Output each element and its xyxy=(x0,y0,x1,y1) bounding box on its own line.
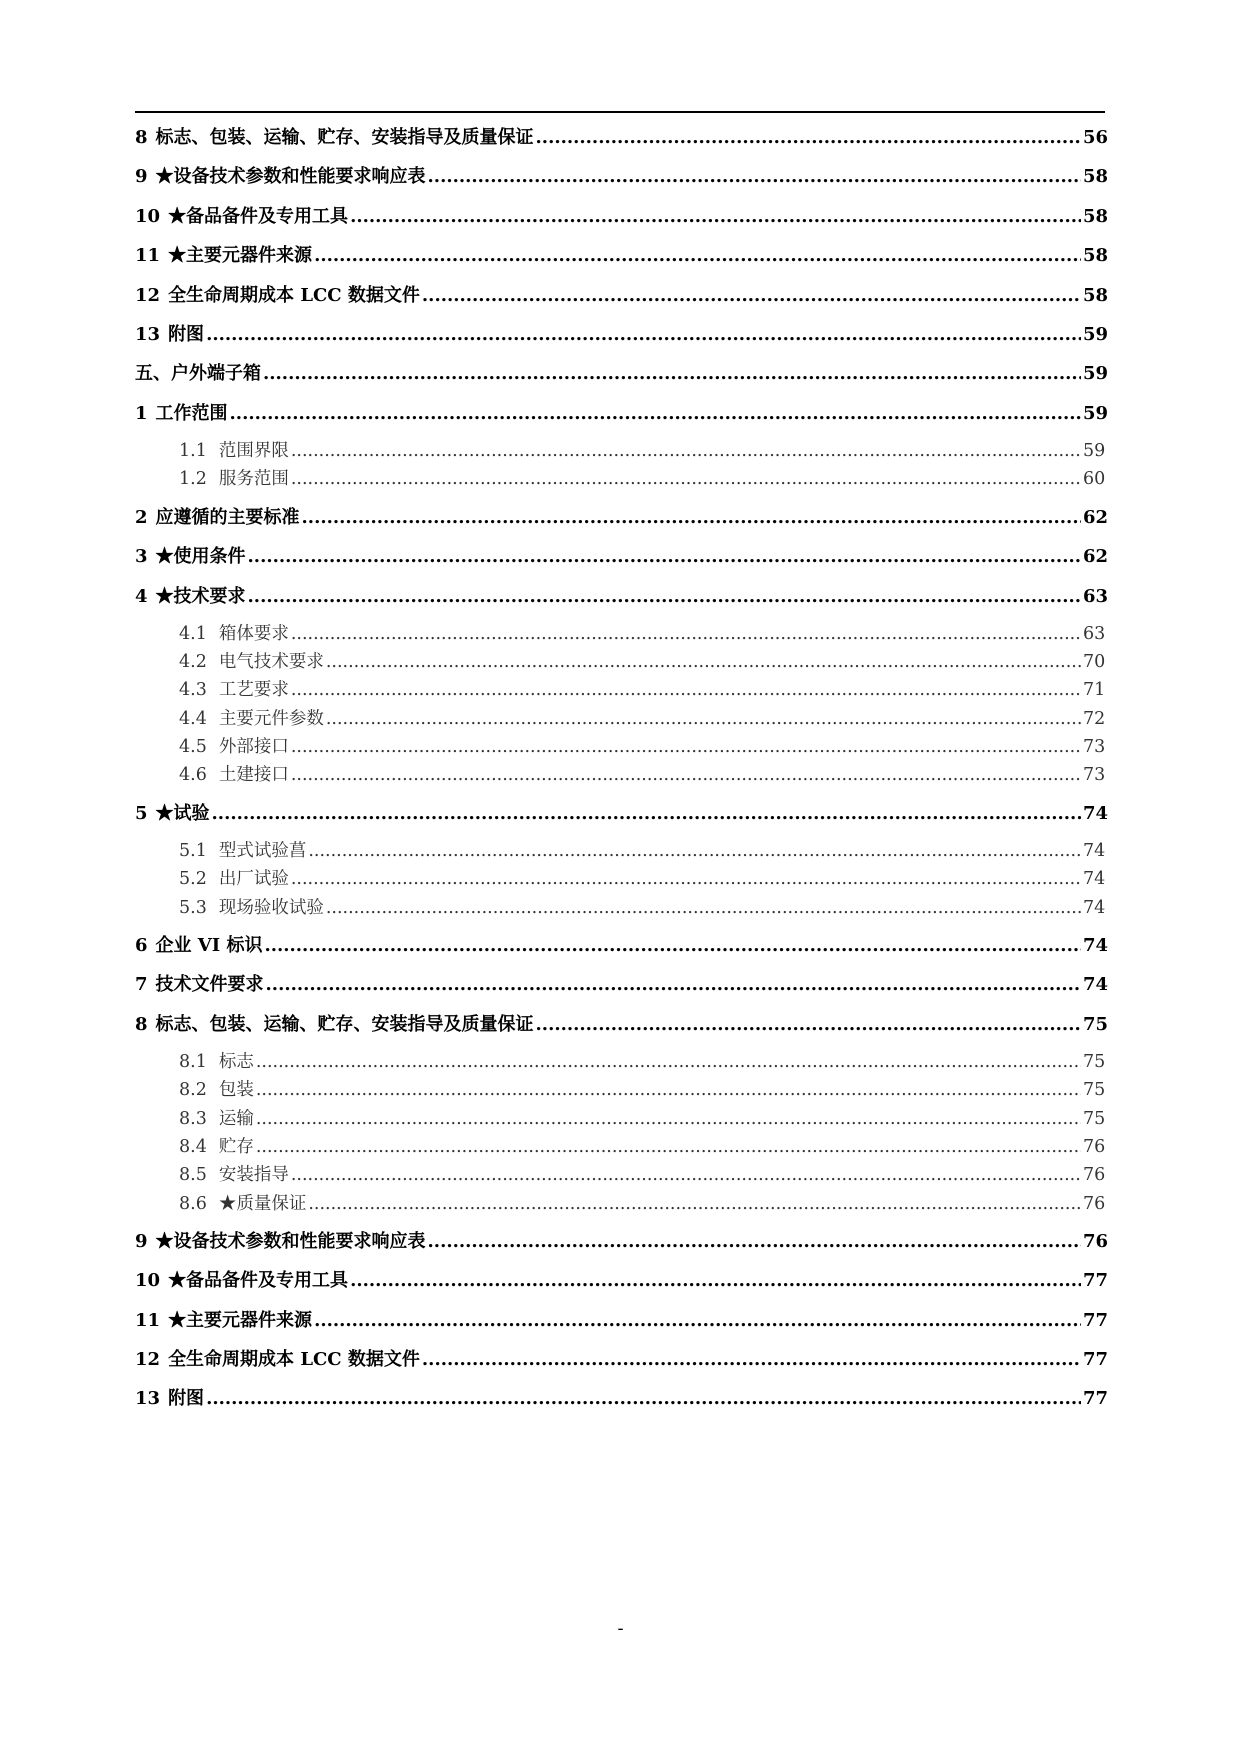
toc-entry-page-number: 77 xyxy=(1083,1309,1109,1331)
toc-entry-page-number: 77 xyxy=(1083,1349,1109,1371)
toc-entry-title: 运输 xyxy=(218,1108,254,1129)
toc-entry-title: 企业 VI 标识 xyxy=(155,934,263,956)
toc-entry-page-number: 59 xyxy=(1083,323,1109,345)
toc-entry[interactable] xyxy=(135,276,1109,315)
toc-entry-page-number: 76 xyxy=(1083,1137,1106,1158)
toc-entry[interactable] xyxy=(135,157,1109,196)
toc-entry-title: 现场验收试验 xyxy=(218,897,324,918)
toc-entry[interactable] xyxy=(135,394,1109,433)
toc-dot-leader xyxy=(326,705,1081,733)
toc-entry-page-number: 73 xyxy=(1083,737,1106,758)
toc-entry-number: 9 xyxy=(135,1230,148,1252)
toc-dot-leader xyxy=(212,794,1081,833)
toc-entry[interactable] xyxy=(135,1133,1105,1161)
toc-entry-page-number: 75 xyxy=(1083,1013,1109,1035)
toc-entry-title: ★试验 xyxy=(155,802,210,824)
toc-entry-title: 安装指导 xyxy=(218,1165,289,1186)
toc-entry-page-number: 70 xyxy=(1083,652,1106,673)
toc-entry-title: ★设备技术参数和性能要求响应表 xyxy=(155,1230,426,1252)
toc-dot-leader xyxy=(326,648,1081,676)
toc-entry-title: ★备品备件及专用工具 xyxy=(168,1270,349,1292)
toc-dot-leader xyxy=(256,1048,1081,1076)
toc-entry-title: 型式试验菖 xyxy=(218,841,307,862)
toc-entry-page-number: 75 xyxy=(1083,1108,1106,1129)
toc-entry[interactable] xyxy=(135,837,1105,865)
toc-entry-page-number: 63 xyxy=(1083,623,1106,644)
toc-entry-title: 工作范围 xyxy=(155,402,228,424)
toc-entry-page-number: 58 xyxy=(1083,166,1109,188)
toc-entry-page-number: 58 xyxy=(1083,245,1109,267)
toc-entry[interactable] xyxy=(135,537,1109,576)
toc-dot-leader xyxy=(422,1340,1081,1379)
toc-entry-page-number: 74 xyxy=(1083,934,1109,956)
toc-entry[interactable] xyxy=(135,1076,1105,1104)
toc-entry-title: ★使用条件 xyxy=(155,546,246,568)
toc-entry-page-number: 74 xyxy=(1083,841,1106,862)
toc-dot-leader xyxy=(314,1301,1081,1340)
toc-dot-leader xyxy=(291,620,1081,648)
toc-entry-title: 包装 xyxy=(218,1080,254,1101)
toc-entry-title: 电气技术要求 xyxy=(218,652,324,673)
toc-entry-number: 10 xyxy=(135,1270,161,1292)
toc-dot-leader xyxy=(428,157,1081,196)
toc-entry[interactable] xyxy=(135,1222,1109,1261)
toc-entry[interactable] xyxy=(135,236,1109,275)
toc-dot-leader xyxy=(536,118,1081,157)
toc-entry-number: 8.4 xyxy=(179,1137,207,1158)
toc-entry[interactable] xyxy=(135,926,1109,965)
toc-entry-page-number: 71 xyxy=(1083,680,1106,701)
toc-entry-number: 11 xyxy=(135,245,161,267)
toc-entry-page-number: 73 xyxy=(1083,765,1106,786)
toc-entry-page-number: 62 xyxy=(1083,546,1109,568)
toc-dot-leader xyxy=(256,1076,1081,1104)
toc-entry-number: 5.3 xyxy=(179,897,207,918)
toc-entry[interactable] xyxy=(135,620,1105,648)
toc-dot-leader xyxy=(291,733,1081,761)
toc-entry-title: 标志 xyxy=(218,1052,254,1073)
toc-entry-number: 8.3 xyxy=(179,1108,207,1129)
page-footer: - xyxy=(617,1618,624,1639)
toc-entry-title: 全生命周期成本 LCC 数据文件 xyxy=(168,284,420,306)
toc-dot-leader xyxy=(422,276,1081,315)
toc-entry-number: 13 xyxy=(135,323,161,345)
toc-entry[interactable] xyxy=(135,965,1109,1004)
toc-entry-title: ★质量保证 xyxy=(218,1193,307,1214)
toc-entry-page-number: 76 xyxy=(1083,1165,1106,1186)
toc-entry[interactable] xyxy=(135,648,1105,676)
toc-entry[interactable] xyxy=(135,1379,1109,1418)
toc-entry-page-number: 74 xyxy=(1083,802,1109,824)
toc-dot-leader xyxy=(266,965,1081,1004)
toc-dot-leader xyxy=(291,761,1081,789)
toc-entry[interactable] xyxy=(135,894,1105,922)
toc-entry[interactable] xyxy=(135,118,1109,157)
toc-dot-leader xyxy=(350,1261,1081,1300)
toc-entry[interactable] xyxy=(135,465,1105,493)
toc-entry-number: 10 xyxy=(135,205,161,227)
toc-dot-leader xyxy=(308,1190,1081,1218)
toc-entry-number: 4.4 xyxy=(179,708,207,729)
toc-entry-page-number: 74 xyxy=(1083,897,1106,918)
toc-entry-title: 主要元件参数 xyxy=(218,708,324,729)
toc-entry-page-number: 77 xyxy=(1083,1388,1109,1410)
toc-dot-leader xyxy=(291,1161,1081,1189)
toc-entry-title: ★技术要求 xyxy=(155,585,246,607)
toc-entry-number: 1.2 xyxy=(179,469,207,490)
toc-entry-page-number: 60 xyxy=(1083,469,1106,490)
toc-entry-number: 11 xyxy=(135,1309,161,1331)
toc-entry-number: 8.2 xyxy=(179,1080,207,1101)
toc-entry-number: 8.6 xyxy=(179,1193,207,1214)
toc-dot-leader xyxy=(314,236,1081,275)
toc-entry-page-number: 75 xyxy=(1083,1052,1106,1073)
toc-entry[interactable] xyxy=(135,315,1109,354)
toc-dot-leader xyxy=(291,465,1081,493)
toc-entry-number: 2 xyxy=(135,506,148,528)
toc-dot-leader xyxy=(291,865,1081,893)
toc-dot-leader xyxy=(248,537,1081,576)
toc-entry-page-number: 59 xyxy=(1083,402,1109,424)
toc-entry[interactable] xyxy=(135,676,1105,704)
toc-entry-page-number: 76 xyxy=(1083,1230,1109,1252)
toc-entry-number: 13 xyxy=(135,1388,161,1410)
toc-entry-number: 7 xyxy=(135,974,148,996)
toc-entry-page-number: 77 xyxy=(1083,1270,1109,1292)
toc-entry-title: 外部接口 xyxy=(218,737,289,758)
header-rule xyxy=(135,111,1105,113)
toc-entry[interactable] xyxy=(135,794,1109,833)
toc-entry-page-number: 58 xyxy=(1083,205,1109,227)
toc-dot-leader xyxy=(350,197,1081,236)
toc-entry-title: 附图 xyxy=(168,323,205,345)
toc-entry[interactable] xyxy=(135,761,1105,789)
toc-entry[interactable] xyxy=(135,1161,1105,1189)
toc-entry-page-number: 59 xyxy=(1083,441,1106,462)
toc-entry-number: 4.6 xyxy=(179,765,207,786)
toc-entry-page-number: 74 xyxy=(1083,869,1106,890)
toc-entry[interactable] xyxy=(135,1048,1105,1076)
toc-entry-title: 服务范围 xyxy=(218,469,289,490)
toc-entry-number: 8 xyxy=(135,127,148,148)
toc-entry-title: 全生命周期成本 LCC 数据文件 xyxy=(168,1349,420,1371)
toc-entry[interactable] xyxy=(135,1105,1105,1133)
toc-entry-number: 6 xyxy=(135,934,148,956)
toc-dot-leader xyxy=(308,837,1081,865)
toc-entry-number: 12 xyxy=(135,284,161,306)
toc-entry[interactable] xyxy=(135,1190,1105,1218)
toc-dot-leader xyxy=(428,1222,1081,1261)
toc-dot-leader xyxy=(326,894,1081,922)
toc-entry-page-number: 75 xyxy=(1083,1080,1106,1101)
toc-entry[interactable] xyxy=(135,1261,1109,1300)
toc-dot-leader xyxy=(264,926,1081,965)
toc-entry-title: 范围界限 xyxy=(218,441,289,462)
toc-entry-number: 4.2 xyxy=(179,652,207,673)
toc-entry-title: 土建接口 xyxy=(218,765,289,786)
toc-entry-page-number: 76 xyxy=(1083,1193,1106,1214)
toc-entry-number: 4.3 xyxy=(179,680,207,701)
toc-entry-title: 工艺要求 xyxy=(218,680,289,701)
toc-entry-title: 五、户外端子箱 xyxy=(135,363,261,385)
toc-entry-title: 箱体要求 xyxy=(218,623,289,644)
toc-entry-title: 技术文件要求 xyxy=(155,974,264,996)
toc-entry-title: 贮存 xyxy=(218,1137,254,1158)
toc-entry-number: 12 xyxy=(135,1349,161,1371)
toc-dot-leader xyxy=(206,315,1081,354)
toc-dot-leader xyxy=(536,1005,1081,1044)
toc-entry-page-number: 74 xyxy=(1083,974,1109,996)
toc-entry-number: 4.1 xyxy=(179,623,207,644)
toc-dot-leader xyxy=(248,577,1081,616)
toc-dot-leader xyxy=(256,1105,1081,1133)
toc-entry-number: 4 xyxy=(135,585,148,607)
toc-dot-leader xyxy=(263,354,1081,393)
toc-dot-leader xyxy=(256,1133,1081,1161)
toc-entry-title: 附图 xyxy=(168,1388,205,1410)
toc-entry-page-number: 58 xyxy=(1083,284,1109,306)
toc-entry[interactable] xyxy=(135,197,1109,236)
toc-entry[interactable] xyxy=(135,865,1105,893)
toc-entry-title: ★备品备件及专用工具 xyxy=(168,205,349,227)
toc-entry-title: 标志、包装、运输、贮存、安装指导及质量保证 xyxy=(155,1013,534,1035)
toc-entry-number: 9 xyxy=(135,166,148,188)
toc-entry-number: 8 xyxy=(135,1013,148,1035)
table-of-contents xyxy=(135,118,1109,1419)
toc-entry-number: 5.1 xyxy=(179,841,207,862)
toc-entry[interactable] xyxy=(135,733,1105,761)
toc-entry-title: ★主要元器件来源 xyxy=(168,245,313,267)
toc-entry[interactable] xyxy=(135,354,1109,393)
toc-entry-title: ★主要元器件来源 xyxy=(168,1309,313,1331)
toc-entry-page-number: 63 xyxy=(1083,585,1109,607)
toc-entry-page-number: 56 xyxy=(1083,127,1109,148)
toc-entry[interactable] xyxy=(135,705,1105,733)
toc-entry-number: 3 xyxy=(135,546,148,568)
toc-entry-number: 8.1 xyxy=(179,1052,207,1073)
toc-dot-leader xyxy=(206,1379,1081,1418)
toc-entry-title: 出厂试验 xyxy=(218,869,289,890)
toc-entry[interactable] xyxy=(135,1301,1109,1340)
toc-entry-page-number: 62 xyxy=(1083,506,1109,528)
toc-entry-number: 4.5 xyxy=(179,737,207,758)
toc-dot-leader xyxy=(291,676,1081,704)
toc-entry-title: ★设备技术参数和性能要求响应表 xyxy=(155,166,426,188)
toc-entry[interactable] xyxy=(135,437,1105,465)
toc-entry[interactable] xyxy=(135,498,1109,537)
toc-entry-page-number: 72 xyxy=(1083,708,1106,729)
toc-entry-title: 应遵循的主要标准 xyxy=(155,506,300,528)
toc-entry[interactable] xyxy=(135,1005,1109,1044)
toc-entry-number: 1 xyxy=(135,402,148,424)
toc-dot-leader xyxy=(302,498,1081,537)
toc-entry-page-number: 59 xyxy=(1083,363,1109,385)
toc-entry-title: 标志、包装、运输、贮存、安装指导及质量保证 xyxy=(155,127,534,148)
toc-entry-number: 8.5 xyxy=(179,1165,207,1186)
toc-dot-leader xyxy=(291,437,1081,465)
toc-entry-number: 5 xyxy=(135,802,148,824)
toc-entry[interactable] xyxy=(135,1340,1109,1379)
toc-dot-leader xyxy=(230,394,1081,433)
toc-entry-number: 1.1 xyxy=(179,441,207,462)
toc-entry[interactable] xyxy=(135,577,1109,616)
toc-entry-number: 5.2 xyxy=(179,869,207,890)
